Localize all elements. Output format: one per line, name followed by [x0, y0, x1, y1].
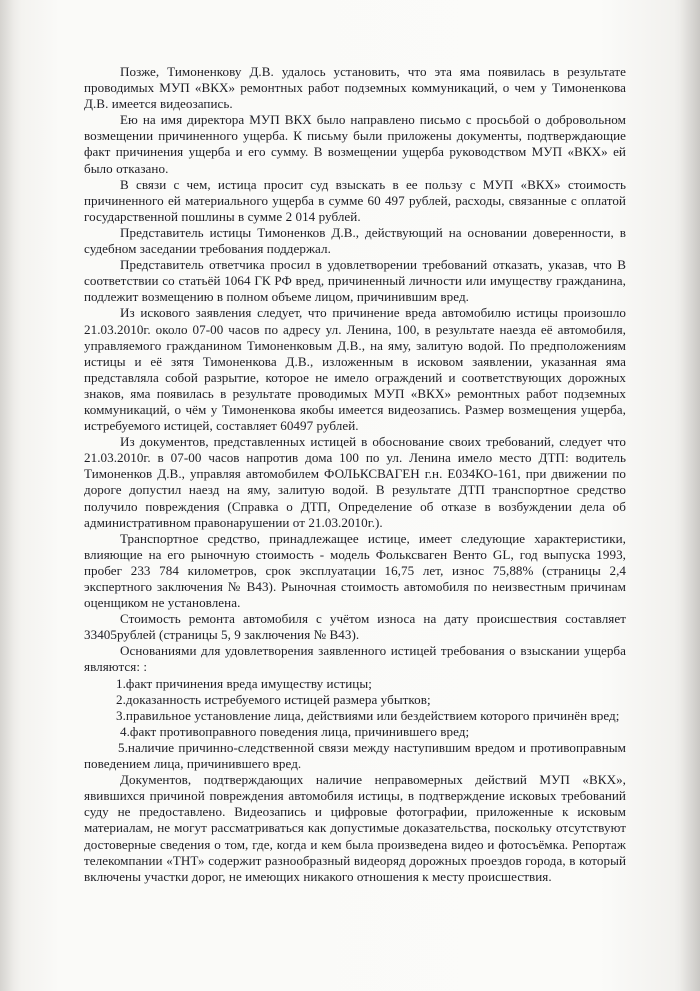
list-item-5: 5.наличие причинно-следственной связи между наступившим вредом и противоправным поведением лица, причинившего вред.: [84, 739, 626, 772]
paragraph-3: В связи с чем, истица просит суд взыскать в ее пользу с МУП «ВКХ» стоимость причиненного ей материального ущерба в сумме 60 497 рублей, расходы, связанные с оплатой государственной пошлины в сумме 2 014 рублей.: [84, 176, 626, 224]
paragraph-5: Представитель ответчика просил в удовлетворении требований отказать, указав, что В соответствии со статьёй 1064 ГК РФ вред, причиненный личности или имуществу гражданина, подлежит возмещению в полном объеме лицом, причинившим вред.: [84, 257, 626, 305]
closing-paragraph: Документов, подтверждающих наличие неправомерных действий МУП «ВКХ», явившихся причиной повреждения автомобиля истицы, в подтверждение исковых требований суду не предоставлено. Видеозапись и цифровые фотографии, приложенные к исковым материалам, не могут рассматриваться как допустимые доказательства, поскольку отсутствуют достоверные сведения о том, где, когда и кем была произведена видео и фотосъёмка. Репортаж телекомпании «ТНТ» содержит разнообразный видеоряд дорожных проездов города, в который включены участки дорог, не имеющих никакого отношения к месту происшествия.: [84, 772, 626, 884]
paragraph-10: Основаниями для удовлетворения заявленного истицей требования о взыскании ущерба являются: :: [84, 643, 626, 675]
paragraph-4: Представитель истицы Тимоненков Д.В., действующий на основании доверенности, в судебном заседании требования поддержал.: [84, 224, 626, 257]
page-right-shadow: [674, 0, 700, 991]
paragraph-8: Транспортное средство, принадлежащее истице, имеет следующие характеристики, влияющие на его рыночную стоимость - модель Фольксваген Венто GL, год выпуска 1993, пробег 233 784 километров, срок эксплуатации 16,75 лет, износ 75,88% (страницы 2,4 экспертного заключения № В43). Рыночная стоимость автомобиля по неизвестным причинам оценщиком не установлена.: [84, 530, 626, 611]
paragraph-1: Позже, Тимоненкову Д.В. удалось установить, что эта яма появилась в результате проводимых МУП «ВКХ» ремонтных работ подземных коммуникаций, о чем у Тимоненкова Д.В. имеется видеозапись.: [84, 64, 626, 112]
list-item-1: 1.факт причинения вреда имуществу истицы;: [116, 675, 372, 691]
document-body: [84, 64, 626, 885]
list-item-2: 2.доказанность истребуемого истицей размера убытков;: [116, 691, 431, 707]
paragraph-6: Из искового заявления следует, что причинение вреда автомобилю истицы произошло 21.03.2010г. около 07-00 часов по адресу ул. Ленина, 100, в результате наезда её автомобиля, управляемого гражданином Тимоненковым Д.В., на яму, залитую водой. По предположениям истицы и её зятя Тимоненкова Д.В., изложенным в исковом заявлении, указанная яма представляла собой разрытие, которое не имело ограждений и соответствующих дорожных знаков, яма появилась в результате проводимых МУП «ВКХ» ремонтных работ подземных коммуникаций, о чём у Тимоненкова якобы имеется видеозапись. Размер возмещения ущерба, истребуемого истицей, составляет 60497 рублей.: [84, 305, 626, 434]
paragraph-7: Из документов, представленных истицей в обоснование своих требований, следует что 21.03.2010г. в 07-00 часов напротив дома 100 по ул. Ленина имело место ДТП: водитель Тимоненков Д.В., управляя автомобилем ФОЛЬКСВАГЕН г.н. Е034КО-161, при движении по дороге допустил наезд на яму, залитую водой. В результате ДТП транспортное средство получило повреждения (Справка о ДТП, Определение об отказе в возбуждении дела об административном правонарушении от 21.03.2010г.).: [84, 434, 626, 530]
paragraph-9: Стоимость ремонта автомобиля с учётом износа на дату происшествия составляет 33405рублей (страницы 5, 9 заключения № В43).: [84, 611, 626, 643]
list-item-4: 4.факт противоправного поведения лица, причинившего вред;: [120, 723, 470, 739]
list-item-3: 3.правильное установление лица, действиями или бездействием которого причинён вред;: [116, 707, 620, 723]
paragraph-2: Ею на имя директора МУП ВКХ было направлено письмо с просьбой о добровольном возмещении причиненного ущерба. К письму были приложены документы, подтверждающие факт причинения ущерба и его сумму. В возмещении ущерба руководством МУП «ВКХ» ей было отказано.: [84, 112, 626, 176]
page-left-shadow: [0, 0, 14, 991]
